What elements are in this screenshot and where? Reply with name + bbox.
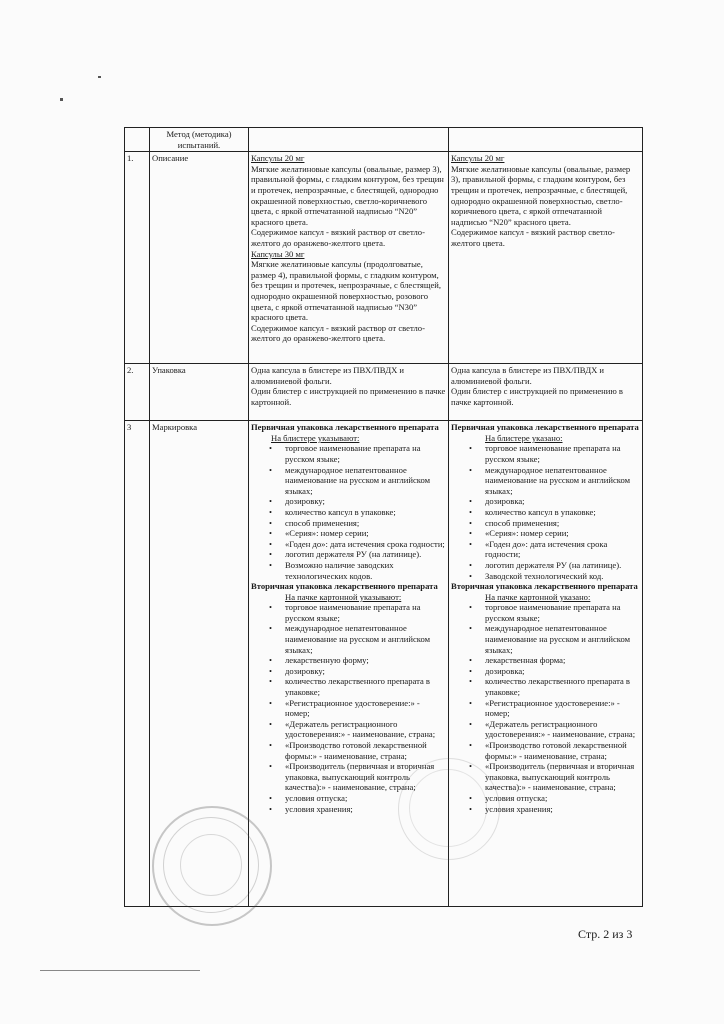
- paragraph: Одна капсула в блистере из ПВХ/ПВДХ и алюминиевой фольги.: [451, 365, 605, 386]
- list-item: • международное непатентованное наименование на русском и английском языках;: [285, 465, 446, 497]
- subheading: Вторичная упаковка лекарственного препарата: [251, 581, 438, 592]
- row-name: Маркировка: [150, 421, 249, 907]
- list-item: • «Производитель (первичная и вторичная упаковка, выпускающий контроль качества):» - наименование, страна;: [285, 761, 446, 793]
- list-item: • лекарственную форму;: [285, 655, 446, 666]
- list-item: • дозировка;: [485, 666, 640, 677]
- list-item: • логотип держателя РУ (на латинице).: [485, 560, 640, 571]
- list-item: • количество лекарственного препарата в упаковке;: [485, 676, 640, 697]
- paragraph: Содержимое капсул - вязкий раствор от светло-желтого до оранжево-желтого цвета.: [251, 322, 425, 344]
- row-number: 1.: [125, 152, 150, 364]
- subheading: Первичная упаковка лекарственного препарата: [451, 422, 639, 433]
- header-left-cell: [249, 128, 449, 152]
- comparison-table: [124, 127, 643, 907]
- stamp-seal-right: [398, 758, 500, 860]
- list-item: • международное непатентованное наименование на русском и английском языках;: [285, 623, 446, 655]
- subheading: Вторичная упаковка лекарственного препарата: [451, 581, 638, 592]
- scan-speck: [98, 76, 101, 78]
- row-left-content: [249, 152, 449, 364]
- paragraph: Содержимое капсул - вязкий раствор от светло-желтого до оранжево-желтого цвета.: [251, 227, 425, 248]
- row-right-content: [449, 364, 643, 421]
- header-num-cell: [125, 128, 150, 152]
- scan-speck: [60, 98, 63, 101]
- paragraph: Одна капсула в блистере из ПВХ/ПВДХ и алюминиевой фольги.: [251, 365, 405, 386]
- list-item: • количество капсул в упаковке;: [285, 507, 446, 518]
- list-caption: На пачке картонной указано:: [485, 591, 591, 602]
- paragraph: Один блистер с инструкцией по применению в пачке картонной.: [451, 386, 623, 407]
- subheading: Капсулы 20 мг: [251, 153, 305, 164]
- list-item: • условия отпуска;: [285, 793, 446, 804]
- list-item: • «Держатель регистрационного удостоверения:» - наименование, страна;: [285, 719, 446, 740]
- page-number: Стр. 2 из 3: [578, 927, 633, 941]
- list-item: • лекарственная форма;: [485, 655, 640, 666]
- list-item: • количество капсул в упаковке;: [485, 507, 640, 518]
- paragraph: Содержимое капсул - вязкий раствор светло-желтого цвета.: [451, 227, 615, 248]
- list-item: • способ применения;: [485, 518, 640, 529]
- list-item: • способ применения;: [285, 518, 446, 529]
- list-item: • «Регистрационное удостоверение:» - номер;: [485, 698, 640, 719]
- table-row-description: [125, 152, 643, 364]
- list-item: • дозировку;: [285, 666, 446, 677]
- header-right-cell: [449, 128, 643, 152]
- header-method-cell: Метод (методика) испытаний.: [150, 128, 249, 152]
- list-item: • условия хранения;: [285, 804, 446, 815]
- row-name: Упаковка: [150, 364, 249, 421]
- paragraph: Мягкие желатиновые капсулы (продолговатые, размер 4), правильной формы, с гладким контуром, без трещин и протечек, непрозрачные, с блестящей, однородно окрашенной поверхностью, розового цвета, с яркой отпечатанной надписью “N30” красного цвета.: [251, 259, 442, 323]
- row-number: 3: [125, 421, 150, 907]
- paragraph: Мягкие желатиновые капсулы (овальные, размер 3), правильной формы, с гладким контуром, без трещин и протечек, непрозрачные, с блестящей, однородно окрашенной поверхностью, светло-коричневого цвета, с яркой отпечатанной надписью “N20” красного цвета.: [451, 163, 631, 227]
- list-item: • торговое наименование препарата на русском языке;: [285, 602, 446, 623]
- paragraph: Один блистер с инструкцией по применению в пачке картонной.: [251, 386, 446, 407]
- list-item: • «Годен до»: дата истечения срока годности;: [485, 539, 640, 560]
- list-item: • «Регистрационное удостоверение:» - номер;: [285, 698, 446, 719]
- subheading: Первичная упаковка лекарственного препарата: [251, 422, 439, 433]
- paragraph: Мягкие желатиновые капсулы (овальные, размер 3), правильной формы, с гладким контуром, без трещин и протечек, непрозрачные, с блестящей, однородно окрашенной поверхностью, светло-коричневого цвета, с яркой отпечатанной надписью “N20” красного цвета.: [251, 163, 444, 227]
- table-row-packaging: [125, 364, 643, 421]
- list-item: • торговое наименование препарата на русском языке;: [485, 602, 640, 623]
- list-caption: На блистере указано:: [485, 432, 563, 443]
- list-item: • «Производство готовой лекарственной формы:» - наименование, страна;: [285, 740, 446, 761]
- subheading: Капсулы 30 мг: [251, 248, 305, 259]
- list-item: • Возможно наличие заводских технологических кодов.: [285, 560, 446, 581]
- row-number: 2.: [125, 364, 150, 421]
- list-item: • «Годен до»: дата истечения срока годности;: [285, 539, 446, 550]
- list-item: • количество лекарственного препарата в упаковке;: [285, 676, 446, 697]
- bullet-list: [451, 443, 640, 581]
- scan-line: [40, 970, 200, 971]
- row-right-content: [449, 152, 643, 364]
- list-item: • Заводской технологический код.: [485, 571, 640, 582]
- list-item: • логотип держателя РУ (на латинице).: [285, 549, 446, 560]
- list-item: • «Держатель регистрационного удостоверения:» - наименование, страна;: [485, 719, 640, 740]
- list-item: • условия хранения;: [485, 804, 640, 815]
- list-item: • международное непатентованное наименование на русском и английском языках;: [485, 623, 640, 655]
- list-item: • международное непатентованное наименование на русском и английском языках;: [485, 465, 640, 497]
- list-item: • торговое наименование препарата на русском языке;: [285, 443, 446, 464]
- table-header-row: [125, 128, 643, 152]
- list-item: • дозировка;: [485, 496, 640, 507]
- list-item: • «Производитель (первичная и вторичная упаковка, выпускающий контроль качества):» - наименование, страна;: [485, 761, 640, 793]
- list-item: • условия отпуска;: [485, 793, 640, 804]
- subheading: Капсулы 20 мг: [451, 153, 505, 164]
- list-item: • дозировку;: [285, 496, 446, 507]
- list-item: • торговое наименование препарата на русском языке;: [485, 443, 640, 464]
- bullet-list: [251, 443, 446, 581]
- list-item: • «Производство готовой лекарственной формы:» - наименование, страна;: [485, 740, 640, 761]
- list-item: • «Серия»: номер серии;: [285, 528, 446, 539]
- row-name: Описание: [150, 152, 249, 364]
- stamp-seal-left: [152, 806, 272, 926]
- list-item: • «Серия»: номер серии;: [485, 528, 640, 539]
- list-caption: На блистере указывают:: [271, 432, 360, 443]
- list-caption: На пачке картонной указывают:: [285, 591, 402, 602]
- row-left-content: [249, 364, 449, 421]
